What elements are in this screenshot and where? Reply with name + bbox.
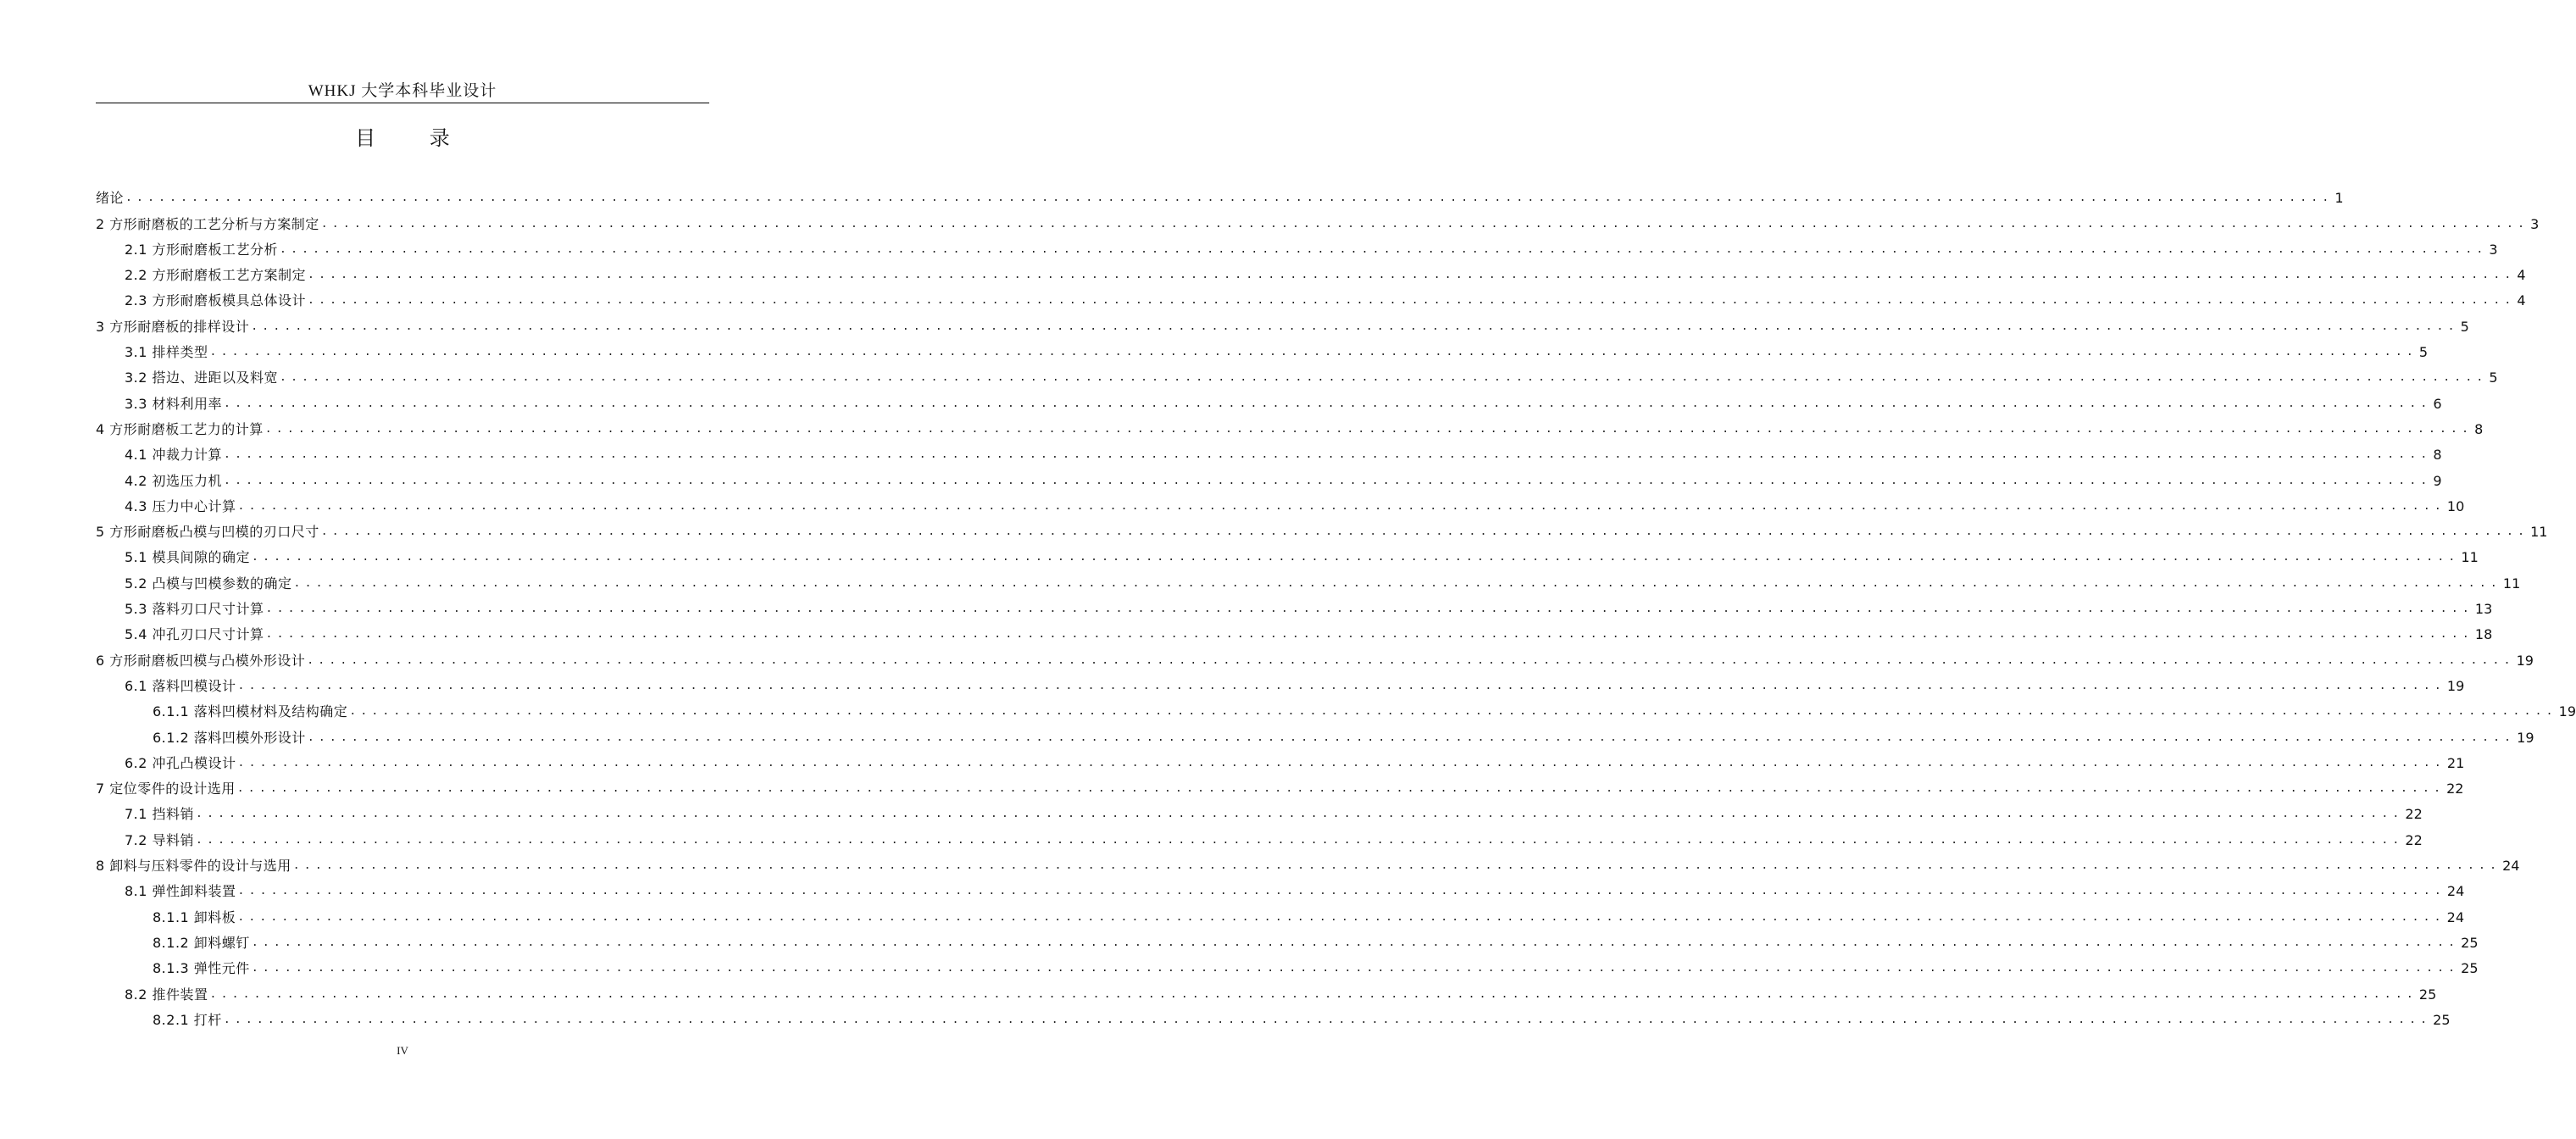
toc-dot-leader: ........................................................................................................................................................................................................ [196, 808, 2404, 821]
toc-entry-page: 5 [2489, 369, 2498, 386]
toc-entry-label: 2.1 方形耐磨板工艺分析 [125, 241, 279, 258]
toc-dot-leader: ........................................................................................................................................................................................................ [125, 192, 2334, 205]
toc-dot-leader: ........................................................................................................................................................................................................ [224, 474, 2432, 487]
toc-entry[interactable] [96, 442, 2442, 468]
toc-dot-leader: ........................................................................................................................................................................................................ [252, 551, 2460, 564]
toc-entry-label: 6 方形耐磨板凹模与凸模外形设计 [96, 652, 306, 669]
toc-entry-label: 5 方形耐磨板凸模与凹模的刃口尺寸 [96, 524, 319, 541]
toc-entry[interactable] [96, 545, 2479, 570]
toc-entry-page: 19 [2446, 677, 2465, 694]
toc-entry[interactable] [96, 365, 2498, 391]
toc-dot-leader: ........................................................................................................................................................................................................ [265, 603, 2473, 616]
toc-entry-label: 4 方形耐磨板工艺力的计算 [96, 420, 264, 437]
toc-dot-leader: ........................................................................................................................................................................................................ [236, 782, 2446, 796]
toc-entry-page: 11 [2461, 549, 2479, 566]
toc-entry[interactable] [96, 186, 2344, 211]
toc-entry-label: 4.1 冲裁力计算 [125, 447, 223, 464]
toc-entry[interactable] [96, 340, 2429, 365]
table-of-contents [96, 186, 2576, 1033]
toc-entry[interactable] [96, 981, 2437, 1007]
toc-entry-page: 11 [2502, 575, 2521, 592]
toc-entry-page: 8 [2433, 447, 2442, 464]
toc-entry-label: 7.1 挡料销 [125, 806, 195, 823]
toc-entry[interactable] [96, 674, 2465, 699]
toc-dot-leader: ........................................................................................................................................................................................................ [293, 576, 2501, 590]
toc-entry-label: 7.2 导料销 [125, 831, 195, 848]
toc-entry-label: 5.4 冲孔刃口尺寸计算 [125, 626, 264, 643]
toc-entry-label: 8.1.2 卸料螺钉 [153, 934, 250, 951]
toc-entry-label: 4.2 初选压力机 [125, 472, 223, 489]
toc-entry[interactable] [96, 263, 2526, 288]
toc-entry[interactable] [96, 879, 2465, 904]
toc-entry-label: 3.3 材料利用率 [125, 395, 223, 412]
toc-entry[interactable] [96, 931, 2479, 956]
toc-entry-page: 13 [2474, 601, 2493, 618]
toc-entry-page: 24 [2446, 908, 2465, 925]
toc-entry[interactable] [96, 802, 2423, 827]
page-number: IV [397, 1044, 408, 1057]
toc-entry[interactable] [96, 699, 2576, 725]
toc-entry[interactable] [96, 288, 2526, 314]
toc-dot-leader: ........................................................................................................................................................................................................ [251, 319, 2459, 333]
toc-entry-page: 10 [2446, 497, 2465, 514]
toc-entry[interactable] [96, 391, 2442, 416]
toc-entry-label: 2.2 方形耐磨板工艺方案制定 [125, 267, 307, 284]
toc-entry-page: 4 [2517, 292, 2526, 309]
toc-entry-label: 3.2 搭边、进距以及料宽 [125, 369, 279, 386]
toc-dot-leader: ........................................................................................................................................................................................................ [237, 679, 2446, 692]
toc-entry-page: 9 [2433, 472, 2442, 489]
toc-entry-label: 6.1.1 落料凹模材料及结构确定 [153, 703, 348, 720]
toc-dot-leader: ........................................................................................................................................................................................................ [308, 294, 2516, 308]
toc-entry-page: 3 [2489, 241, 2498, 258]
toc-entry-label: 8.2 推件装置 [125, 986, 208, 1003]
toc-entry-page: 18 [2474, 626, 2493, 643]
toc-entry-label: 2 方形耐磨板的工艺分析与方案制定 [96, 215, 319, 232]
toc-entry-label: 6.1.2 落料凹模外形设计 [153, 729, 306, 746]
toc-dot-leader: ........................................................................................................................................................................................................ [307, 731, 2516, 744]
toc-entry[interactable] [96, 956, 2479, 981]
toc-entry[interactable] [96, 519, 2548, 545]
toc-entry-page: 25 [2461, 960, 2479, 977]
toc-entry-page: 5 [2460, 318, 2469, 335]
toc-entry-label: 8.2.1 打杆 [153, 1011, 222, 1028]
toc-entry-page: 6 [2433, 395, 2442, 412]
toc-entry-page: 25 [2418, 986, 2437, 1003]
toc-entry-label: 8.1 弹性卸料装置 [125, 883, 236, 900]
toc-entry-label: 7 定位零件的设计选用 [96, 781, 236, 797]
toc-entry[interactable] [96, 237, 2498, 263]
toc-dot-leader: ........................................................................................................................................................................................................ [224, 448, 2432, 462]
toc-entry[interactable] [96, 494, 2465, 519]
toc-entry[interactable] [96, 314, 2469, 339]
toc-entry[interactable] [96, 853, 2520, 879]
toc-entry[interactable] [96, 622, 2493, 647]
toc-dot-leader: ........................................................................................................................................................................................................ [308, 269, 2516, 282]
toc-entry-label: 5.2 凸模与凹模参数的确定 [125, 575, 292, 592]
toc-dot-leader: ........................................................................................................................................................................................................ [264, 422, 2473, 436]
toc-entry-label: 4.3 压力中心计算 [125, 497, 236, 514]
toc-entry-page: 11 [2530, 524, 2548, 541]
toc-dot-leader: ........................................................................................................................................................................................................ [280, 371, 2488, 385]
toc-dot-leader: ........................................................................................................................................................................................................ [280, 242, 2488, 256]
toc-dot-leader: ........................................................................................................................................................................................................ [251, 936, 2460, 949]
toc-dot-leader: ........................................................................................................................................................................................................ [224, 397, 2432, 410]
toc-dot-leader: ........................................................................................................................................................................................................ [320, 525, 2529, 539]
toc-entry-page: 22 [2446, 781, 2464, 797]
page-header: WHKJ 大学本科毕业设计 [308, 82, 497, 100]
toc-entry-page: 25 [2433, 1011, 2451, 1028]
toc-entry-page: 8 [2474, 420, 2484, 437]
toc-entry-label: 绪论 [96, 190, 125, 207]
toc-entry[interactable] [96, 725, 2534, 750]
toc-entry[interactable] [96, 904, 2465, 930]
toc-entry-label: 6.1 落料凹模设计 [125, 677, 236, 694]
toc-entry-page: 5 [2418, 344, 2429, 361]
toc-entry-page: 1 [2334, 190, 2344, 207]
toc-entry-label: 3.1 排样类型 [125, 344, 208, 361]
toc-entry[interactable] [96, 211, 2540, 236]
toc-entry[interactable] [96, 776, 2464, 802]
toc-entry-page: 19 [2517, 729, 2534, 746]
toc-entry-label: 8 卸料与压料零件的设计与选用 [96, 858, 291, 875]
toc-entry-page: 4 [2517, 267, 2526, 284]
toc-dot-leader: ........................................................................................................................................................................................................ [292, 859, 2501, 873]
toc-entry-page: 3 [2530, 215, 2540, 232]
toc-dot-leader: ........................................................................................................................................................................................................ [265, 628, 2473, 642]
toc-dot-leader: ........................................................................................................................................................................................................ [209, 346, 2418, 359]
toc-entry-label: 3 方形耐磨板的排样设计 [96, 318, 250, 335]
toc-entry-label: 5.1 模具间隙的确定 [125, 549, 251, 566]
toc-dot-leader: ........................................................................................................................................................................................................ [237, 499, 2446, 513]
toc-title: 目 录 [355, 126, 474, 150]
toc-dot-leader: ........................................................................................................................................................................................................ [307, 653, 2515, 667]
toc-entry-page: 19 [2516, 652, 2534, 669]
toc-entry[interactable] [96, 827, 2423, 853]
toc-dot-leader: ........................................................................................................................................................................................................ [223, 1013, 2432, 1026]
toc-entry-label: 8.1.3 弹性元件 [153, 960, 250, 977]
toc-entry-page: 21 [2446, 754, 2465, 771]
toc-dot-leader: ........................................................................................................................................................................................................ [251, 962, 2460, 975]
toc-entry-label: 5.3 落料刃口尺寸计算 [125, 601, 264, 618]
toc-entry-page: 24 [2446, 883, 2465, 900]
toc-entry-page: 24 [2502, 858, 2520, 875]
toc-entry[interactable] [96, 468, 2442, 493]
toc-entry[interactable] [96, 751, 2465, 776]
toc-entry-page: 22 [2405, 831, 2423, 848]
toc-dot-leader: ........................................................................................................................................................................................................ [237, 885, 2446, 898]
toc-entry-label: 8.1.1 卸料板 [153, 908, 236, 925]
toc-entry[interactable] [96, 417, 2484, 442]
toc-entry-page: 22 [2405, 806, 2423, 823]
toc-entry[interactable] [96, 647, 2534, 673]
toc-entry[interactable] [96, 1008, 2451, 1033]
toc-entry[interactable] [96, 570, 2521, 596]
toc-dot-leader: ........................................................................................................................................................................................................ [237, 756, 2446, 770]
toc-dot-leader: ........................................................................................................................................................................................................ [209, 987, 2418, 1001]
toc-dot-leader: ........................................................................................................................................................................................................ [196, 833, 2404, 847]
toc-entry[interactable] [96, 597, 2493, 622]
toc-entry-label: 6.2 冲孔凸模设计 [125, 754, 236, 771]
toc-dot-leader: ........................................................................................................................................................................................................ [237, 910, 2446, 924]
toc-entry-label: 2.3 方形耐磨板模具总体设计 [125, 292, 307, 309]
toc-entry-page: 19 [2558, 703, 2576, 720]
toc-dot-leader: ........................................................................................................................................................................................................ [320, 217, 2529, 231]
toc-entry-page: 25 [2461, 934, 2479, 951]
toc-dot-leader: ........................................................................................................................................................................................................ [349, 705, 2557, 719]
